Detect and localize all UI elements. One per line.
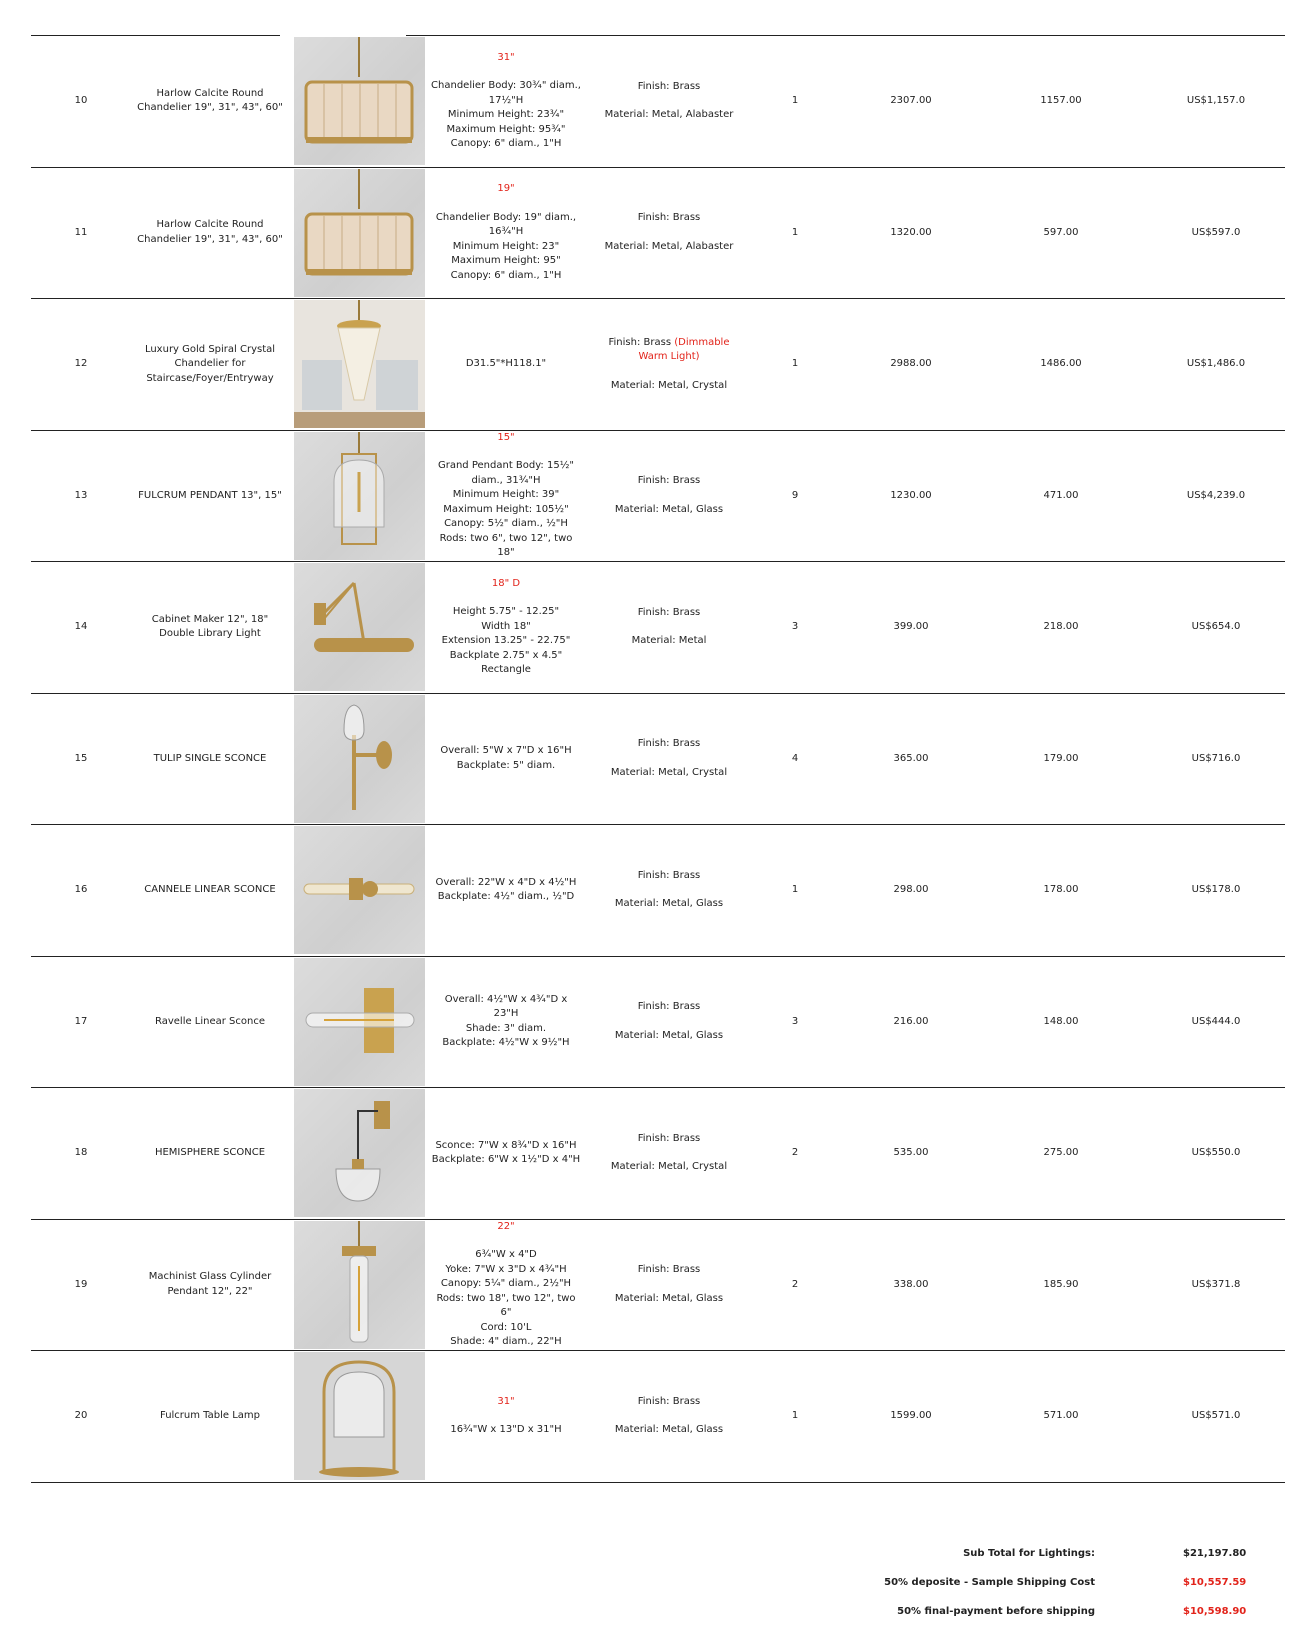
finish-text: Finish: Brass [637,80,701,92]
product-image [293,957,425,1088]
material-text: Material: Metal, Crystal [610,379,728,391]
product-image [293,694,425,825]
unit-price: 148.00 [1043,1015,1079,1027]
list-price: 1599.00 [890,1410,932,1421]
size-option: 19" [497,183,515,195]
list-price: 2307.00 [890,95,932,106]
product-photo [294,169,425,297]
finish-material [583,168,755,299]
product-image [293,825,425,956]
line-total: US$178.0 [1191,884,1241,895]
dimensions [431,825,581,956]
line-total: US$371.8 [1191,1278,1241,1290]
table-row [31,562,1285,694]
item-number: 18 [74,1147,88,1158]
product-photo [294,300,425,428]
item-number: 11 [74,226,88,238]
item-name: Harlow Calcite Round Chandelier 19", 31", 43", 60" [137,87,283,114]
subtotal-label: Sub Total for Lightings: [963,1548,1095,1559]
dimensions [431,299,581,430]
product-photo [294,958,425,1086]
dimension-line: Width 18" [481,620,531,632]
finish-material [583,957,755,1088]
table-row [31,1220,1285,1352]
table-row [31,299,1285,431]
finish-text: Finish: Brass [637,738,701,750]
unit-price: 179.00 [1043,752,1079,764]
material-text: Material: Metal, Glass [614,1292,724,1304]
quantity: 3 [791,621,799,632]
dimension-line: Backplate 2.75" x 4.5" [449,649,563,661]
subtotal-value: $21,197.80 [1183,1548,1247,1559]
dimensions [431,168,581,299]
material-text: Material: Metal, Glass [614,1424,724,1436]
item-name: Harlow Calcite Round Chandelier 19", 31", 43", 60" [137,219,283,245]
list-price: 2988.00 [890,358,932,369]
subtotal-row [31,1548,1285,1564]
dimension-line: 16¾"W x 13"D x 31"H [450,1424,562,1436]
material-text: Material: Metal, Alabaster [604,109,734,121]
finish-text: Finish: Brass [637,869,701,881]
product-image [293,431,425,562]
dimensions [431,1351,581,1482]
dimension-line: Rods: two 18", two 12", two 6" [436,1292,576,1319]
dimension-line: Overall: 4½"W x 4¾"D x 23"H [444,993,568,1020]
dimensions [431,562,581,693]
item-name: TULIP SINGLE SCONCE [153,752,267,764]
list-price: 338.00 [893,1278,929,1290]
dimension-line: Backplate: 4½" diam., ½"D [437,891,575,903]
quantity: 1 [791,95,799,106]
finish-text: Finish: Brass [637,1264,701,1276]
dimension-line: Minimum Height: 23" [452,240,560,252]
item-number: 20 [74,1410,88,1421]
table-row [31,1351,1285,1483]
dimension-line: Shade: 3" diam. [465,1022,547,1034]
item-name: Ravelle Linear Sconce [154,1015,266,1027]
quantity: 1 [791,358,799,369]
dimensions [431,1088,581,1219]
list-price: 535.00 [893,1147,929,1158]
dimension-line: Chandelier Body: 30¾" diam., 17½"H [431,80,581,106]
material-text: Material: Metal [631,635,707,647]
product-image [293,1220,425,1351]
unit-price: 571.00 [1043,1410,1079,1421]
item-name: CANNELE LINEAR SCONCE [144,884,276,895]
table-row [31,957,1285,1089]
finish-material [583,1351,755,1482]
material-text: Material: Metal, Glass [614,503,724,515]
line-total: US$1,486.0 [1186,358,1246,369]
unit-price: 1157.00 [1040,95,1082,106]
quantity: 9 [791,489,799,501]
line-total: US$571.0 [1191,1410,1241,1421]
finish-material [583,1088,755,1219]
unit-price: 218.00 [1043,621,1079,632]
product-photo [294,1221,425,1349]
product-photo [294,37,425,165]
final-payment-value: $10,598.90 [1183,1606,1247,1617]
product-photo [294,432,425,560]
list-price: 298.00 [893,884,929,895]
finish-material [583,1220,755,1351]
dimension-line: Canopy: 5¼" diam., 2½"H [440,1278,572,1290]
list-price: 365.00 [893,752,929,764]
quantity: 2 [791,1278,799,1290]
item-number: 14 [74,621,88,632]
unit-price: 471.00 [1043,489,1079,501]
dimension-line: D31.5"*H118.1" [465,358,547,369]
finish-material [583,825,755,956]
item-name: Machinist Glass Cylinder Pendant 12", 22" [148,1271,272,1297]
size-option: 18" D [491,577,521,589]
list-price: 216.00 [893,1015,929,1027]
dimension-line: Extension 13.25" - 22.75" [441,635,571,647]
product-photo [294,695,425,823]
product-image [293,299,425,430]
table-row [31,36,1285,168]
material-text: Material: Metal, Alabaster [604,240,734,252]
dimension-line: Maximum Height: 105½" [443,503,569,515]
dimensions [431,36,581,167]
dimensions [431,694,581,825]
dimensions [431,431,581,562]
finish-material [583,299,755,430]
line-total: US$654.0 [1191,621,1241,632]
dimension-line: Rods: two 6", two 12", two 18" [439,532,573,559]
item-number: 16 [74,884,88,895]
product-photo [294,1089,425,1217]
unit-price: 178.00 [1043,884,1079,895]
unit-price: 1486.00 [1040,358,1082,369]
item-number: 19 [74,1278,88,1290]
line-total: US$1,157.0 [1186,95,1246,106]
dimension-line: Backplate: 4½"W x 9½"H [442,1037,570,1049]
line-total: US$716.0 [1191,752,1241,764]
finish-material [583,694,755,825]
finish-text: Finish: Brass [637,475,701,487]
finish-text: Finish: Brass [637,212,701,224]
item-name: FULCRUM PENDANT 13", 15" [138,489,282,501]
dimension-line: Overall: 22"W x 4"D x 4½"H [435,876,577,888]
quantity: 4 [791,752,799,764]
unit-price: 185.90 [1043,1278,1079,1290]
finish-text: Finish: Brass [637,606,701,618]
item-name: Cabinet Maker 12", 18" Double Library Light [151,613,269,640]
dimension-line: Minimum Height: 23¾" [447,109,565,121]
item-name: HEMISPHERE SCONCE [154,1147,266,1158]
material-text: Material: Metal, Crystal [610,1161,728,1173]
finish-text: Finish: Brass [637,1132,701,1144]
item-name: Luxury Gold Spiral Crystal Chandelier for Staircase/Foyer/Entryway [144,343,276,384]
product-photo [294,563,425,691]
size-option: 15" [497,431,515,443]
size-option: 31" [497,51,515,63]
dimension-line: Minimum Height: 39" [452,489,560,501]
line-total: US$4,239.0 [1186,489,1246,501]
item-number: 13 [74,489,88,501]
material-text: Material: Metal, Glass [614,898,724,910]
item-name: Fulcrum Table Lamp [159,1410,260,1421]
list-price: 1230.00 [890,489,932,501]
list-price: 399.00 [893,621,929,632]
dimension-line: Canopy: 6" diam., 1"H [450,269,562,281]
dimension-line: Maximum Height: 95" [451,255,561,267]
size-option: 22" [497,1220,515,1232]
product-photo [294,1352,425,1480]
dimension-line: Grand Pendant Body: 15½" diam., 31¾"H [437,460,574,486]
list-price: 1320.00 [890,226,932,238]
deposit-label: 50% deposite - Sample Shipping Cost [884,1577,1095,1588]
dimension-line: Overall: 5"W x 7"D x 16"H [440,745,572,757]
line-total: US$597.0 [1191,226,1241,238]
dimension-line: Sconce: 7"W x 8¾"D x 16"H [435,1139,577,1151]
item-number: 10 [74,95,88,106]
finish-text: Finish: Brass [637,1001,701,1013]
dimension-line: Height 5.75" - 12.25" [452,606,560,618]
final-payment-label: 50% final-payment before shipping [897,1606,1095,1617]
deposit-row [31,1577,1285,1593]
finish-text: Finish: Brass (Dimmable Warm Light) [608,336,730,362]
product-image [293,1088,425,1219]
dimension-line: Cord: 10'L [480,1321,532,1333]
dimension-line: Backplate: 6"W x 1½"D x 4"H [431,1154,581,1166]
finish-material [583,36,755,167]
dimension-line: Shade: 4" diam., 22"H [450,1336,562,1348]
product-image [293,168,425,299]
item-number: 17 [74,1015,88,1027]
dimension-line: Chandelier Body: 19" diam., 16¾"H [435,211,577,238]
dimensions [431,957,581,1088]
dimension-line: 6¾"W x 4"D [475,1249,537,1261]
material-text: Material: Metal, Crystal [610,766,728,778]
quantity: 1 [791,226,799,238]
table-row [31,825,1285,957]
finish-text: Finish: Brass [637,1395,701,1407]
finish-material [583,431,755,562]
dimension-line: Rectangle [481,664,531,676]
table-row [31,431,1285,563]
finish-note: (Dimmable Warm Light) [638,336,730,362]
dimension-line: Yoke: 7"W x 3"D x 4¾"H [445,1263,567,1275]
unit-price: 275.00 [1043,1147,1079,1158]
product-image [293,36,425,167]
table-row [31,168,1285,300]
size-option: 31" [497,1395,515,1407]
unit-price: 597.00 [1043,226,1079,238]
final-payment-row [31,1606,1285,1622]
finish-material [583,562,755,693]
table-row [31,694,1285,826]
dimension-line: Maximum Height: 95¾" [446,123,566,135]
item-number: 15 [74,752,88,764]
quantity: 3 [791,1015,799,1027]
product-image [293,562,425,693]
item-number: 12 [74,358,88,369]
quantity: 1 [791,884,799,895]
dimension-line: Canopy: 6" diam., 1"H [450,138,562,150]
dimensions [431,1220,581,1351]
table-row [31,1088,1285,1220]
material-text: Material: Metal, Glass [614,1029,724,1041]
quantity: 1 [791,1410,799,1421]
product-image [293,1351,425,1482]
dimension-line: Backplate: 5" diam. [456,759,556,771]
line-total: US$550.0 [1191,1147,1241,1158]
line-total: US$444.0 [1191,1015,1241,1027]
quantity: 2 [791,1147,799,1158]
deposit-value: $10,557.59 [1183,1577,1247,1588]
dimension-line: Canopy: 5½" diam., ½"H [444,518,568,530]
product-photo [294,826,425,954]
